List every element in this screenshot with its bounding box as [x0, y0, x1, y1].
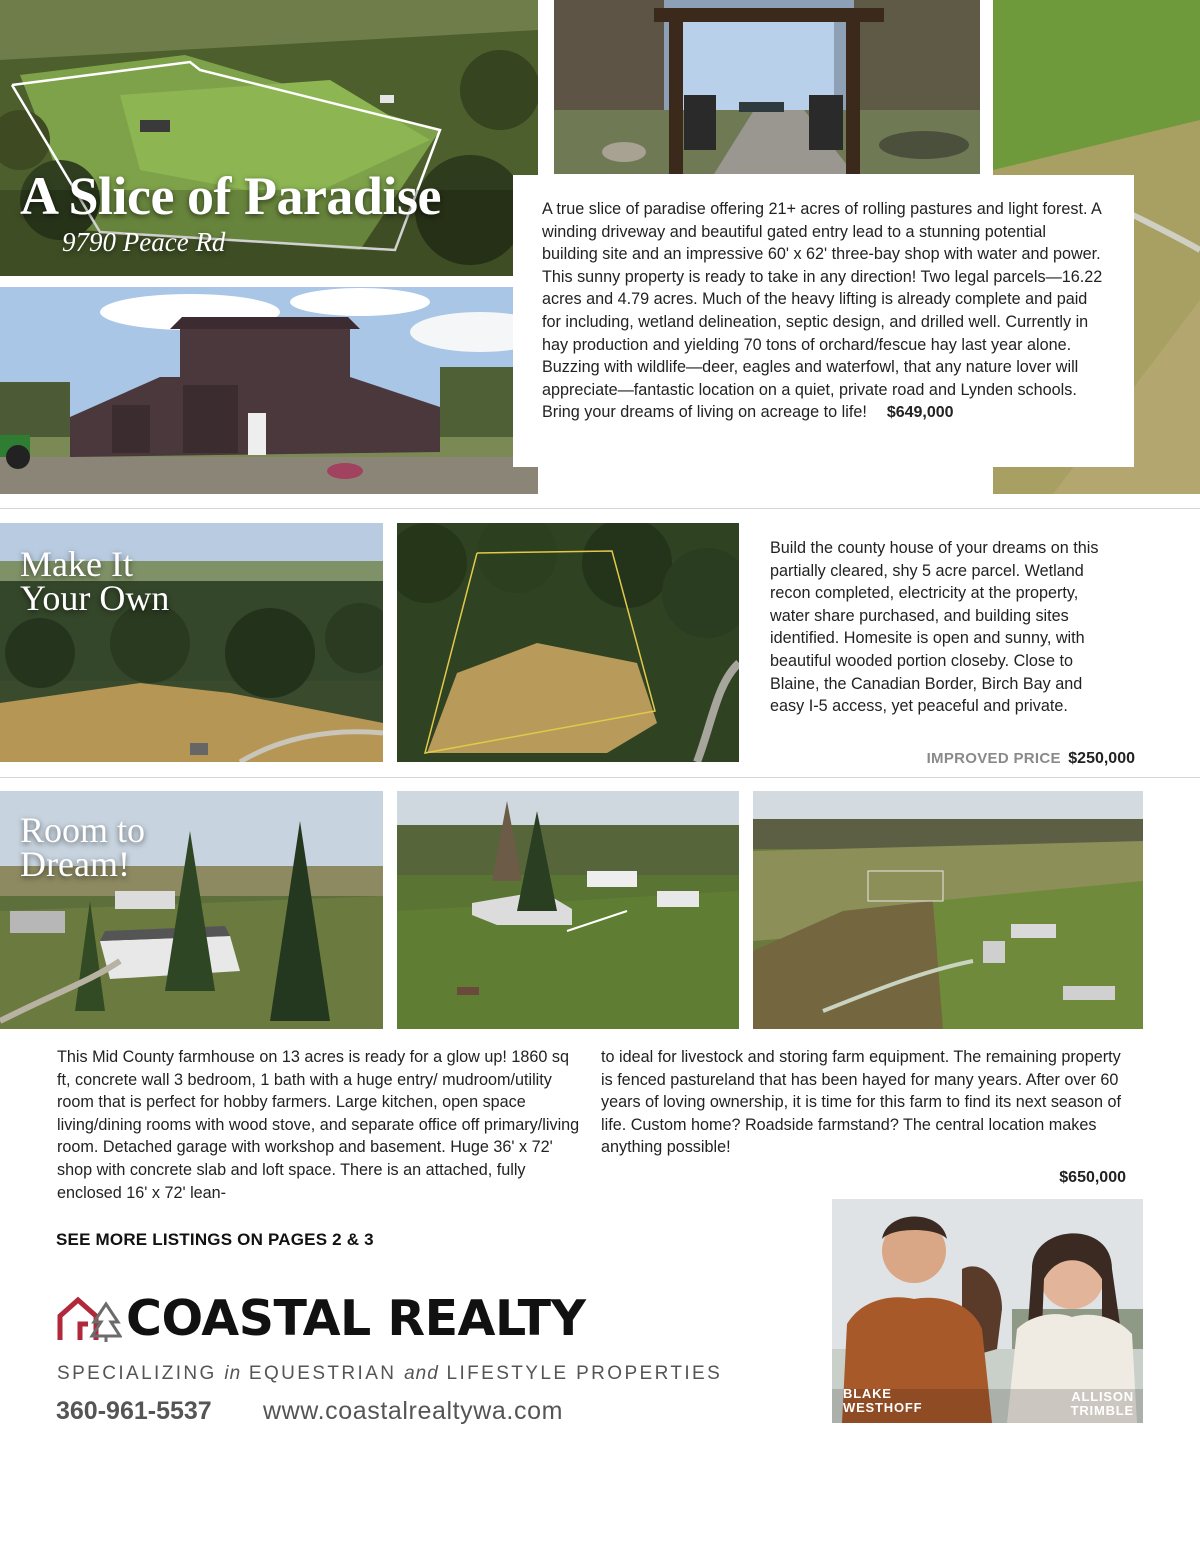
phone-link[interactable]: 360-961-5537: [56, 1397, 212, 1425]
listing-title: A Slice of Paradise: [20, 166, 441, 226]
parcel-aerial-photo: [397, 523, 739, 762]
listing-title: [20, 810, 146, 884]
listing-description: Build the county house of your dreams on this partially cleared, shy 5 acre parcel. Wetland recon completed, electricity at the property, water share purchased, and building sites identified. Homesite is open and sunny, with beautiful wooded portion closeby. Close to Blaine, the Canadian Border, Birch Bay and easy I-5 access, yet peaceful and private.: [770, 539, 1099, 716]
title-line: Make It: [20, 544, 133, 584]
listing-description-col2: to ideal for livestock and storing farm equipment. The remaining property is fenced pastureland that has been hayed for many years. After over 60 years of loving ownership, it is time for this farm to find its next season of life. Custom home? Roadside farmstand? The central location makes anything possible!: [601, 1048, 1122, 1157]
tagline: SPECIALIZING in EQUESTRIAN and LIFESTYLE PROPERTIES: [57, 1363, 723, 1384]
section-divider: [0, 777, 1200, 778]
listing-price: $649,000: [886, 404, 954, 422]
listing-address: 9790 Peace Rd: [62, 227, 226, 257]
listing-description: A true slice of paradise offering 21+ acres of rolling pastures and light forest. A winding driveway and beautiful gated entry lead to a stunning potential building site and an impressive 60' x 62' three-bay shop with water and power. This sunny property is ready to take in any direction! Two legal parcels—16.22 acres and 4.79 acres. Much of the heavy lifting is already complete and paid for including, wetland delineation, septic design, and drilled well. Currently in hay production and yielding 70 tons of orchard/fescue hay last year alone. Buzzing with wildlife—deer, eagles and waterfowl, that any nature lover will appreciate—fantastic location on a quiet, private road and Lynden schools. Bring your dreams of living on acreage to life!: [542, 200, 1103, 422]
brand-logo: [56, 1290, 586, 1347]
listing-price-row: [927, 750, 1135, 768]
listing-description-col1: This Mid County farmhouse on 13 acres is ready for a glow up! 1860 sq ft, concrete wall 3 bedroom, 1 bath with a huge entry/ mudroom/utility room that is perfect for hobby farmers. Large kitchen, open space living/dining rooms with wood stove, and separate office off primary/living room. Detached garage with workshop and basement. Huge 36' x 72' shop with concrete slab and loft space. There is an attached, fully enclosed 16' x 72' lean-: [57, 1048, 580, 1202]
website-link[interactable]: www.coastalrealtywa.com: [263, 1397, 564, 1425]
barn-aerial-photo: [397, 791, 739, 1029]
gated-entry-photo: [554, 0, 980, 174]
section-divider: [0, 508, 1200, 509]
house-and-tree-icon: [56, 1294, 122, 1344]
pasture-aerial-photo: [753, 791, 1143, 1029]
listing-price: $250,000: [1068, 750, 1135, 767]
title-line: Your Own: [20, 578, 170, 618]
shop-building-photo: [0, 287, 538, 494]
agent-name-tag: BLAKE WESTHOFF: [843, 1386, 923, 1415]
price-label: IMPROVED PRICE: [926, 750, 1061, 767]
agent-name-tag: ALLISON TRIMBLE: [1070, 1389, 1134, 1418]
see-more-link[interactable]: SEE MORE LISTINGS ON PAGES 2 & 3: [56, 1230, 374, 1249]
title-line: Room to: [20, 810, 146, 850]
listing-description-card: [513, 175, 1134, 467]
listing-title: [20, 544, 170, 618]
brand-name: COASTAL REALTY: [126, 1290, 586, 1347]
title-line: Dream!: [20, 844, 130, 884]
listing-price: $650,000: [1059, 1169, 1126, 1186]
